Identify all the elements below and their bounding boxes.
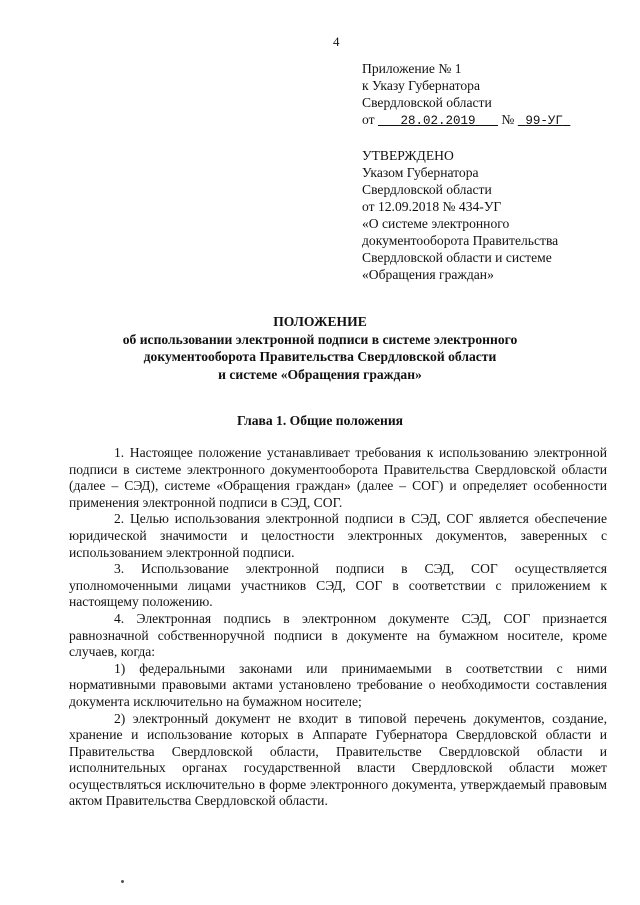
paragraph: 2. Целью использования электронной подписи в СЭД, СОГ является обеспечение юридической значимости и целостности электронных документов, заверенных с использованием электронной подписи. — [69, 511, 607, 560]
approval-block — [362, 147, 558, 283]
attachment-line: Приложение № 1 — [362, 61, 462, 76]
paragraph: 3. Использование электронной подписи в СЭД, СОГ осуществляется уполномоченными лицами участников СЭД, СОГ в соответствии с приложением к настоящему положению. — [69, 561, 607, 610]
document-title — [0, 313, 640, 383]
attachment-line: Свердловской области — [362, 95, 492, 110]
approval-line: от 12.09.2018 № 434-УГ — [362, 199, 502, 214]
approval-line: Указом Губернатора — [362, 165, 479, 180]
paragraph: 1) федеральными законами или принимаемыми в соответствии с ними нормативными правовыми актами установлено требование о необходимости составления документа исключительно на бумажном носителе; — [69, 660, 607, 709]
paragraph: 2) электронный документ не входит в типовой перечень документов, создание, хранение и использование которых в Аппарате Губернатора Свердловской области и Правительства Свердловской области, Правительстве Свердловской области и исполнительных органах государственной власти Свердловской области может осуществляться исключительно в форме электронного документа, утверждаемый правовым актом Правительства Свердловской области. — [69, 710, 607, 809]
number-label: № — [501, 112, 515, 127]
title-line: ПОЛОЖЕНИЕ — [273, 314, 367, 329]
approval-line: Свердловской области и системе — [362, 250, 552, 265]
attachment-date-line — [362, 111, 570, 130]
title-line: документооборота Правительства Свердловской области — [143, 349, 497, 365]
attachment-line: к Указу Губернатора — [362, 78, 481, 93]
document-body — [69, 445, 607, 810]
paragraph: 4. Электронная подпись в электронном документе СЭД, СОГ признается равнозначной собственноручной подписи в документе на бумажном носителе, кроме случаев, когда: — [69, 610, 607, 660]
title-line: об использовании электронной подписи в системе электронного — [122, 331, 518, 347]
approval-line: документооборота Правительства — [362, 233, 559, 248]
page-number: 4 — [333, 34, 340, 49]
from-label: от — [362, 112, 375, 127]
attachment-block — [362, 60, 570, 130]
paragraph: 1. Настоящее положение устанавливает требования к использованию электронной подписи в системе электронного документооборота Правительства Свердловской области (далее – СЭД), системе «Обращения граждан» (далее – СОГ) и определяет особенности применения электронной подписи в СЭД, СОГ. — [69, 445, 607, 510]
decree-number: 99-УГ — [525, 114, 563, 128]
chapter-heading: Глава 1. Общие положения — [236, 413, 404, 428]
scan-speck — [121, 880, 124, 883]
approval-line: Свердловской области — [362, 182, 492, 197]
decree-date: 28.02.2019 — [400, 114, 476, 128]
approval-line: «Обращения граждан» — [362, 267, 494, 282]
approval-heading: УТВЕРЖДЕНО — [362, 148, 454, 163]
title-line: и системе «Обращения граждан» — [218, 366, 422, 382]
approval-line: «О системе электронного — [362, 216, 510, 231]
